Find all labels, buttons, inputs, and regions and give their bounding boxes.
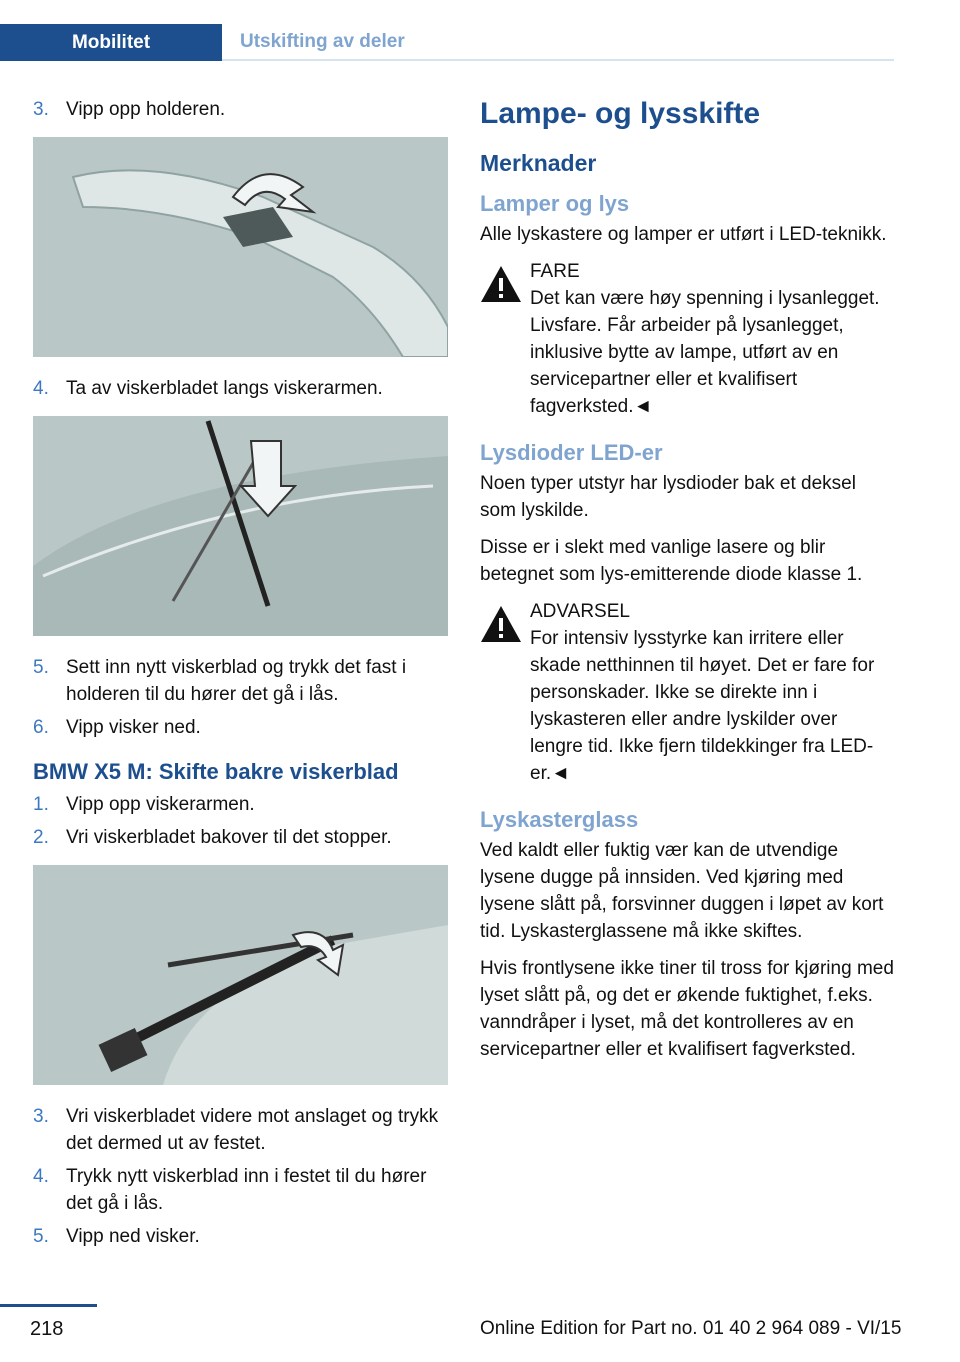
right-column — [480, 96, 895, 1073]
step-number: 2. — [33, 827, 49, 848]
warning-triangle-icon — [480, 264, 522, 304]
figure-wiper-remove — [33, 416, 448, 636]
warning-triangle-icon — [480, 604, 522, 644]
page-number: 218 — [30, 1318, 64, 1340]
paragraph: Hvis frontlysene ikke tiner til tross for kjøring med lyset slått på, og det er økende fuktighet, f.eks. vanndråper i lyset, må det kontrolleres av en servicepartner eller et kvalifisert fagverksted. — [480, 958, 894, 1060]
list-item — [33, 375, 448, 402]
heading-headlight-glass: Lyskasterglass — [480, 807, 639, 832]
figure-holder-flip — [33, 137, 448, 357]
step-number: 3. — [33, 99, 49, 120]
page-title: Lampe- og lysskifte — [480, 97, 761, 130]
footer-edition: Online Edition for Part no. 01 40 2 964 089 - VI/15 — [480, 1318, 902, 1339]
step-text: Vipp opp holderen. — [66, 99, 226, 120]
step-text: Vri viskerbladet videre mot anslaget og trykk det dermed ut av festet. — [66, 1106, 439, 1154]
step-text: Vipp opp viskerarmen. — [66, 794, 255, 815]
subheading-notes: Merknader — [480, 150, 597, 176]
left-column — [33, 96, 448, 1256]
step-number: 4. — [33, 1166, 49, 1187]
paragraph: Alle lyskastere og lamper er utført i LED-teknikk. — [480, 224, 887, 245]
list-item — [33, 824, 448, 851]
list-item — [33, 96, 448, 123]
figure-rear-wiper — [33, 865, 448, 1085]
warning-danger — [480, 258, 895, 420]
paragraph: Noen typer utstyr har lysdioder bak et deksel som lyskilde. — [480, 473, 856, 521]
step-number: 4. — [33, 378, 49, 399]
step-number: 5. — [33, 1226, 49, 1247]
header-tab-section: Utskifting av deler — [222, 24, 894, 61]
warning-title: ADVARSEL — [530, 601, 630, 622]
step-text: Vipp ned visker. — [66, 1226, 200, 1247]
paragraph: Disse er i slekt med vanlige lasere og blir betegnet som lys-emitterende diode klasse 1. — [480, 537, 863, 585]
warning-text: For intensiv lysstyrke kan irritere eller skade netthinnen til høyet. Det er fare for personskader. Ikke se direkte inn i lyskasteren eller andre lyskilder over lengre tid. Ikke fjern tildekkinger fra LED-er.◄ — [530, 628, 875, 784]
list-item — [33, 1223, 448, 1250]
list-item — [33, 1163, 448, 1217]
step-number: 5. — [33, 657, 49, 678]
step-text: Vipp visker ned. — [66, 717, 201, 738]
paragraph: Ved kaldt eller fuktig vær kan de utvendige lysene dugge på innsiden. Ved kjøring med lysene slått på, forsvinner duggen i løpet av kort tid. Lyskasterglassene må ikke skiftes. — [480, 840, 884, 942]
step-number: 1. — [33, 794, 49, 815]
step-text: Vri viskerbladet bakover til det stopper. — [66, 827, 392, 848]
step-number: 6. — [33, 717, 49, 738]
step-text: Trykk nytt viskerblad inn i festet til du hører det gå i lås. — [66, 1166, 427, 1214]
footer-divider — [0, 1304, 97, 1307]
warning-title: FARE — [530, 261, 580, 282]
step-text: Ta av viskerbladet langs viskerarmen. — [66, 378, 383, 399]
step-number: 3. — [33, 1106, 49, 1127]
list-item — [33, 654, 448, 708]
header-tab-mobilitet: Mobilitet — [0, 24, 222, 61]
warning-text: Det kan være høy spenning i lysanlegget. Livsfare. Får arbeider på lysanlegget, inklusive bytte av lampe, utført av en servicepartner eller et kvalifisert fagverksted.◄ — [530, 288, 880, 417]
list-item — [33, 714, 448, 741]
heading-lamps: Lamper og lys — [480, 191, 630, 216]
step-text: Sett inn nytt viskerblad og trykk det fast i holderen til du hører det gå i lås. — [66, 657, 407, 705]
heading-led: Lysdioder LED-er — [480, 440, 663, 465]
list-item — [33, 791, 448, 818]
list-item — [33, 1103, 448, 1157]
section-heading: BMW X5 M: Skifte bakre viskerblad — [33, 759, 399, 784]
warning-caution — [480, 598, 895, 787]
